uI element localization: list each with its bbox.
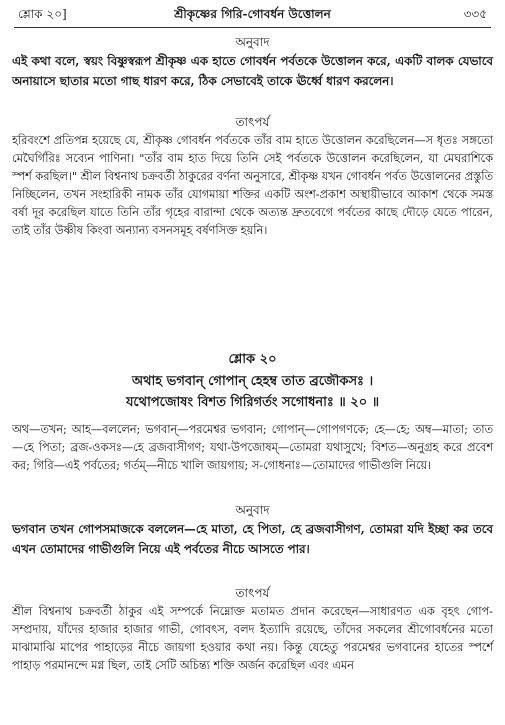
translation-heading-2: অনুবাদ [235,503,270,517]
purport-heading: তাৎপর্য [235,115,270,129]
translation-text-2: ভগবান তখন গোপসমাজকে বললেন—হে মাতা, হে পিতা, হে ব্রজবাসীগণ, তোমরা যদি ইচ্ছা কর তবে এখন তোমাদের গাভীগুলি নিয়ে এই পর্বতের নীচে আসতে পার। [12,522,493,556]
verse-line-1: অথাহ ভগবান্ গোপান্ হেহম্ব তাত ব্রজৌকসঃ । [131,374,374,389]
verse-line-2: যথোপজোষং বিশত গিরিগর্তং সগোধনাঃ ॥ ২০ ॥ [125,395,380,410]
page-header [18,6,487,24]
verse-text [0,371,505,413]
translation-text: এই কথা বলে, স্বয়ং বিষ্ণুস্বরূপ শ্রীকৃষ্ণ এক হাতে গোবর্ধন পর্বতকে উত্তোলন করে, একটি বালক যেভাবে অনায়াসে ছাতার মতো গাছ ধারণ করে, ঠিক সেভাবেই তাকে ঊর্ধ্বে ধারণ করলেন। [12,54,494,88]
synonyms-text: অথ—তখন; আহ—বললেন; ভগবান্—পরমেশ্বর ভগবান; গোপান্—গোপগণকে; হে—হে; অম্ব—মাতা; তাত—হে পিতা; ব্রজ-ওকসঃ—হে ব্রজবাসীগণ; যথা-উপজোষম্—তোমরা যথাসুখে; বিশত—অনুগ্রহ করে প্রবেশ কর; গিরি—এই পর্বতের; গর্তম্—নীচে খালি জায়গায়; স-গোধনাঃ—তোমাদের গাভীগুলি নিয়ে। [12,423,493,472]
verse-label: শ্লোক ২০ [228,352,277,367]
purport-text-2: শ্রীল বিশ্বনাথ চক্রবর্তী ঠাকুর এই সম্পর্কে নিম্নোক্ত মতামত প্রদান করেছেন—সাধারণত এক বৃহৎ গোপ-সম্প্রদায়, যাঁদের হাজার হাজার গাভী, গোবৎস, বলদ ইত্যাদি রয়েছে, তাঁদের সকলের শ্রীগোবর্ধনের মতো মাঝামাঝি মাপের পাহাড়ের নীচে জায়গা হওয়ার কথা নয়। কিন্তু যেহেতু পরমেশ্বর ভগবানের হাতের স্পর্শে পাহাড় পরমানন্দে মগ্ন ছিল, তাই সেটি অচিন্ত্য শক্তি অর্জন করেছিল এবং এমন [12,605,493,672]
purport-heading-2: তাৎপর্য [235,586,270,600]
page-number: ৩৩৫ [463,7,487,21]
chapter-title: শ্রীকৃষ্ণের গিরি-গোবর্ধন উত্তোলন [174,7,331,21]
purport-text: হরিবংশে প্রতিপন্ন হয়েছে যে, শ্রীকৃষ্ণ গোবর্ধন পর্বতকে তাঁর বাম হাতে উত্তোলন করেছিলেন—স ধৃতঃ সঙ্গতো মেঘৈর্গিরিঃ সব্যেন পাণিনা। "তাঁর বাম হাত দিয়ে তিনি সেই পর্বতকে উত্তোলন করেছিলেন, যা মেঘরাশিকে স্পর্শ করছিল।" শ্রীল বিশ্বনাথ চক্রবর্তী ঠাকুরের বর্ণনা অনুসারে, শ্রীকৃষ্ণ যখন গোবর্ধন পর্বত উত্তোলনের প্রস্তুতি নিচ্ছিলেন, তখন সংহারিকী নামক তাঁর যোগমায়া শক্তির একটি অংশ-প্রকাশ অস্থায়ীভাবে আকাশ থেকে সমস্ত বর্ষা দূর করেছিল যাতে তিনি তাঁর গৃহের বারান্দা থেকে অত্যন্ত দ্রুতবেগে পর্বতের কাছে দৌড়ে যেতে পারেন, তাই তাঁর উষ্ণীষ কিংবা অন্যান্য বসনসমূহ বর্ষণসিক্ত হয়নি। [12,134,493,237]
verse-reference: শ্লোক ২০] [18,7,67,21]
header-rule [14,27,491,28]
translation-heading: অনুবাদ [235,35,270,49]
